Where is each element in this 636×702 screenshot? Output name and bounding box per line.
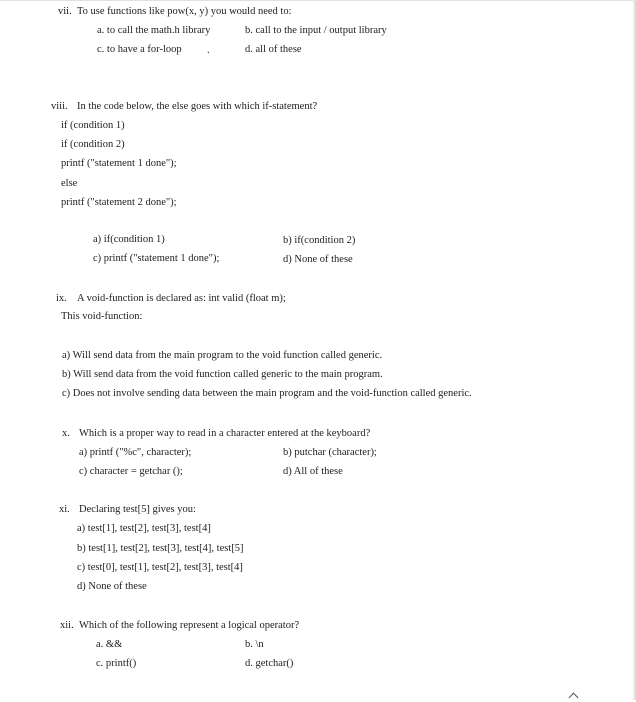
option-c: c. to have a for-loop [97,44,182,55]
option-a: a. && [96,639,123,650]
question-stem-continued: This void-function: [61,311,143,322]
option-c: c) character = getchar (); [79,466,183,477]
option-d: d) None of these [77,581,147,592]
option-a: a) Will send data from the main program to the void function called generic. [62,350,383,361]
option-a: a) printf ("%c", character); [79,447,192,458]
stray-mark: . [207,45,210,56]
option-d: d. getchar() [245,658,294,669]
option-d: d) None of these [283,254,353,265]
question-number: xii. [60,620,74,631]
question-stem: Which of the following represent a logical operator? [79,620,300,631]
question-number: viii. [51,101,68,112]
option-b: b. call to the input / output library [245,25,387,36]
option-c: c) Does not involve sending data between the main program and the void-function called generic. [62,388,472,399]
option-d: d. all of these [245,44,302,55]
question-stem: A void-function is declared as: int valid (float m); [77,293,286,304]
question-number: x. [62,428,70,439]
option-a: a) if(condition 1) [93,234,165,245]
option-a: a. to call the math.h library [97,25,211,36]
option-b: b) if(condition 2) [283,235,356,246]
code-line: printf ("statement 2 done"); [61,197,177,208]
question-stem: Declaring test[5] gives you: [79,504,196,515]
question-stem: To use functions like pow(x, y) you would need to: [77,6,292,17]
option-b: b) test[1], test[2], test[3], test[4], test[5] [77,543,244,554]
option-c: c. printf() [96,658,137,669]
code-line: printf ("statement 1 done"); [61,158,177,169]
question-number: vii. [58,6,72,17]
question-stem: In the code below, the else goes with which if-statement? [77,101,318,112]
option-d: d) All of these [283,466,343,477]
option-b: b) Will send data from the void function called generic to the main program. [62,369,383,380]
option-b: b) putchar (character); [283,447,377,458]
option-c: c) test[0], test[1], test[2], test[3], test[4] [77,562,243,573]
code-line: else [61,178,78,189]
code-line: if (condition 1) [61,120,125,131]
option-a: a) test[1], test[2], test[3], test[4] [77,523,211,534]
code-line: if (condition 2) [61,139,125,150]
option-c: c) printf ("statement 1 done"); [93,253,220,264]
question-number: ix. [56,293,67,304]
question-stem: Which is a proper way to read in a character entered at the keyboard? [79,428,371,439]
page-corner-caret-icon [569,693,579,702]
page-top-border [0,0,636,1]
option-b: b. \n [245,639,264,650]
question-number: xi. [59,504,70,515]
